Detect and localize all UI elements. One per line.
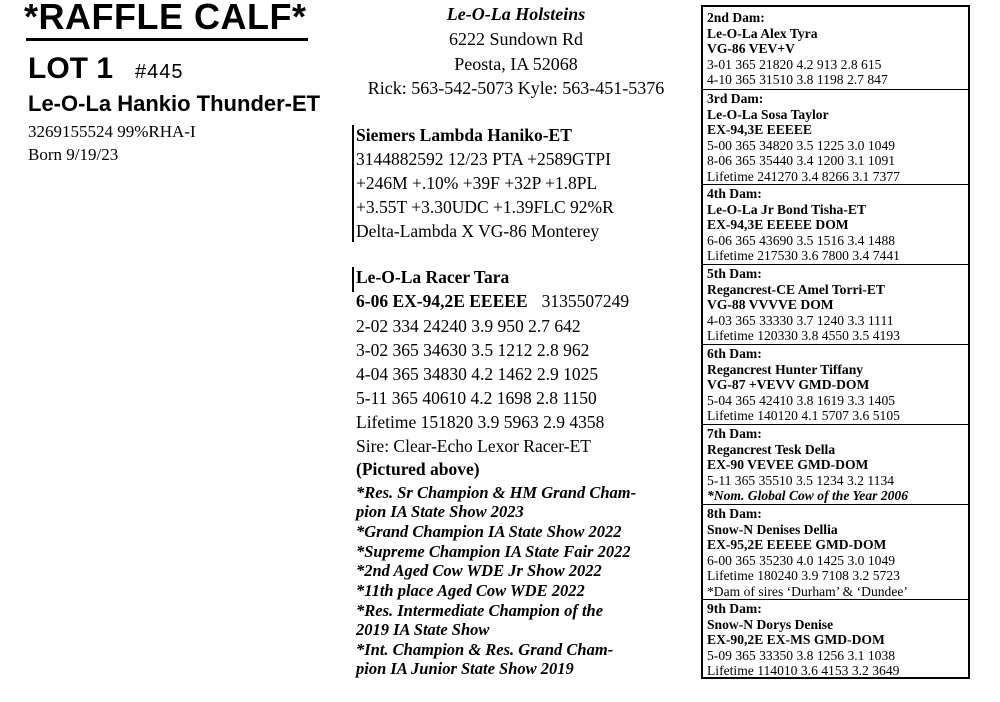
section-name: Regancrest-CE Amel Torri-ET: [707, 281, 885, 297]
section-record: Lifetime 114010 3.6 4153 3.2 3649: [707, 663, 900, 678]
section-record: 5-09 365 33350 3.8 1256 3.1 1038: [707, 647, 896, 663]
breeder-address: 6222 Sundown Rd: [448, 29, 583, 49]
section-divider: [703, 344, 968, 345]
section-class: VG-88 VVVVE DOM: [707, 297, 834, 312]
dam-classification: 6-06 EX-94,2E EEEEE: [356, 291, 528, 311]
section-name: Regancrest Hunter Tiffany: [707, 361, 864, 377]
section-record: 8-06 365 35440 3.4 1200 3.1 1091: [707, 153, 896, 168]
section-name: Snow-N Denises Dellia: [707, 521, 838, 537]
section-record: 5-00 365 34820 3.5 1225 3.0 1049: [707, 137, 896, 153]
dam-honor: *Supreme Champion IA State Fair 2022: [356, 542, 631, 561]
section-divider: [703, 424, 968, 425]
section-class: EX-94,3E EEEEE: [707, 122, 812, 137]
dam-section-3: [707, 91, 900, 184]
section-record: 6-00 365 35230 4.0 1425 3.0 1049: [707, 552, 896, 568]
dam-honor: *Res. Sr Champion & HM Grand Cham-: [356, 483, 637, 502]
dam-section-9: [707, 601, 899, 679]
section-divider: [703, 264, 968, 265]
section-class: EX-90 VEVEE GMD-DOM: [707, 457, 869, 472]
dam-honor: *11th place Aged Cow WDE 2022: [356, 581, 585, 600]
dam-honor: *Int. Champion & Res. Grand Cham-: [356, 640, 614, 659]
section-heading: 4th Dam:: [707, 186, 762, 201]
section-heading: 8th Dam:: [707, 506, 762, 521]
lot-heading: [28, 52, 184, 86]
lot-number: #445: [135, 61, 184, 83]
section-name: Le-O-La Jr Bond Tisha-ET: [707, 201, 867, 217]
section-record: 5-04 365 42410 3.8 1619 3.3 1405: [707, 392, 896, 408]
section-record: 4-10 365 31510 3.8 1198 2.7 847: [707, 72, 888, 87]
dam-pictured-note: (Pictured above): [356, 459, 480, 479]
dam-lifetime: Lifetime 151820 3.9 5963 2.9 4358: [356, 412, 605, 432]
sire-line: Delta-Lambda X VG-86 Monterey: [356, 221, 600, 241]
dam-record: 5-11 365 40610 4.2 1698 2.8 1150: [356, 388, 597, 408]
dam-section-2: [707, 10, 888, 88]
section-record: 3-01 365 21820 4.2 913 2.8 615: [707, 56, 882, 72]
breeder-city: Peosta, IA 52068: [454, 54, 578, 74]
raffle-title: *RAFFLE CALF*: [24, 0, 307, 37]
lot-label: LOT 1: [28, 52, 114, 85]
section-divider: [703, 504, 968, 505]
dam-honor: 2019 IA State Show: [356, 620, 490, 639]
dam-record: 3-02 365 34630 3.5 1212 2.8 962: [356, 340, 590, 360]
dam-honor: *2nd Aged Cow WDE Jr Show 2022: [356, 561, 602, 580]
section-divider: [703, 184, 968, 185]
title-underline: [26, 38, 308, 41]
dam-section-7: [707, 426, 908, 504]
sire-name: Siemers Lambda Haniko-ET: [356, 125, 572, 145]
sire-line: +246M +.10% +39F +32P +1.8PL: [356, 173, 598, 193]
section-class: VG-87 +VEVV GMD-DOM: [707, 377, 870, 392]
dam-record: 4-04 365 34830 4.2 1462 2.9 1025: [356, 364, 599, 384]
sire-bracket: [352, 125, 354, 242]
section-heading: 2nd Dam:: [707, 10, 765, 25]
section-record: Lifetime 180240 3.9 7108 3.2 5723: [707, 568, 900, 583]
dam-section-5: [707, 266, 900, 344]
section-class: EX-95,2E EEEEE GMD-DOM: [707, 537, 887, 552]
section-record: 4-03 365 33330 3.7 1240 3.3 1111: [707, 312, 894, 328]
calf-registration: 3269155524 99%RHA-I: [28, 122, 196, 141]
dam-honor: pion IA Junior State Show 2019: [356, 659, 574, 678]
section-class: EX-94,3E EEEEE DOM: [707, 217, 849, 232]
section-name: Regancrest Tesk Della: [707, 441, 836, 457]
section-class: EX-90,2E EX-MS GMD-DOM: [707, 632, 885, 647]
breeder-phones: Rick: 563-542-5073 Kyle: 563-451-5376: [367, 78, 665, 98]
dam-section-8: [707, 506, 908, 599]
section-name: Le-O-La Alex Tyra: [707, 25, 818, 41]
section-record: *Dam of sires ‘Durham’ & ‘Dundee’: [707, 583, 908, 599]
dam-record: 2-02 334 24240 3.9 950 2.7 642: [356, 316, 581, 336]
section-record: 5-11 365 35510 3.5 1234 3.2 1134: [707, 472, 895, 488]
section-record: Lifetime 241270 3.4 8266 3.1 7377: [707, 168, 900, 184]
dam-honor: *Res. Intermediate Champion of the: [356, 601, 604, 620]
section-record: Lifetime 120330 3.8 4550 3.5 4193: [707, 328, 900, 343]
section-name: Le-O-La Sosa Taylor: [707, 106, 829, 122]
sire-line: +3.55T +3.30UDC +1.39FLC 92%R: [356, 197, 614, 217]
dam-honor: *Grand Champion IA State Show 2022: [356, 522, 622, 541]
section-divider: [703, 599, 968, 600]
dam-classification-row: [356, 291, 629, 312]
section-heading: 9th Dam:: [707, 601, 762, 616]
dam-section-6: [707, 346, 900, 424]
section-heading: 3rd Dam:: [707, 91, 764, 106]
section-class: VG-86 VEV+V: [707, 41, 795, 56]
section-record: 6-06 365 43690 3.5 1516 3.4 1488: [707, 232, 896, 248]
section-heading: 6th Dam:: [707, 346, 762, 361]
dam-name: Le-O-La Racer Tara: [356, 267, 510, 287]
section-heading: 7th Dam:: [707, 426, 762, 441]
section-heading: 5th Dam:: [707, 266, 762, 281]
dam-bracket: [352, 267, 354, 292]
breeder-name: Le-O-La Holsteins: [446, 4, 586, 24]
section-note: *Nom. Global Cow of the Year 2006: [707, 488, 909, 503]
dam-honor: pion IA State Show 2023: [356, 502, 524, 521]
sire-line: 3144882592 12/23 PTA +2589GTPI: [356, 149, 611, 169]
dam-section-4: [707, 186, 900, 264]
dam-sire: Sire: Clear-Echo Lexor Racer-ET: [356, 436, 591, 456]
section-record: Lifetime 217530 3.6 7800 3.4 7441: [707, 248, 900, 263]
section-divider: [703, 89, 968, 90]
section-record: Lifetime 140120 4.1 5707 3.6 5105: [707, 408, 900, 423]
calf-birthdate: Born 9/19/23: [28, 145, 119, 164]
section-name: Snow-N Dorys Denise: [707, 616, 834, 632]
dam-registration: 3135507249: [541, 291, 630, 311]
calf-name: Le-O-La Hankio Thunder-ET: [28, 91, 321, 116]
